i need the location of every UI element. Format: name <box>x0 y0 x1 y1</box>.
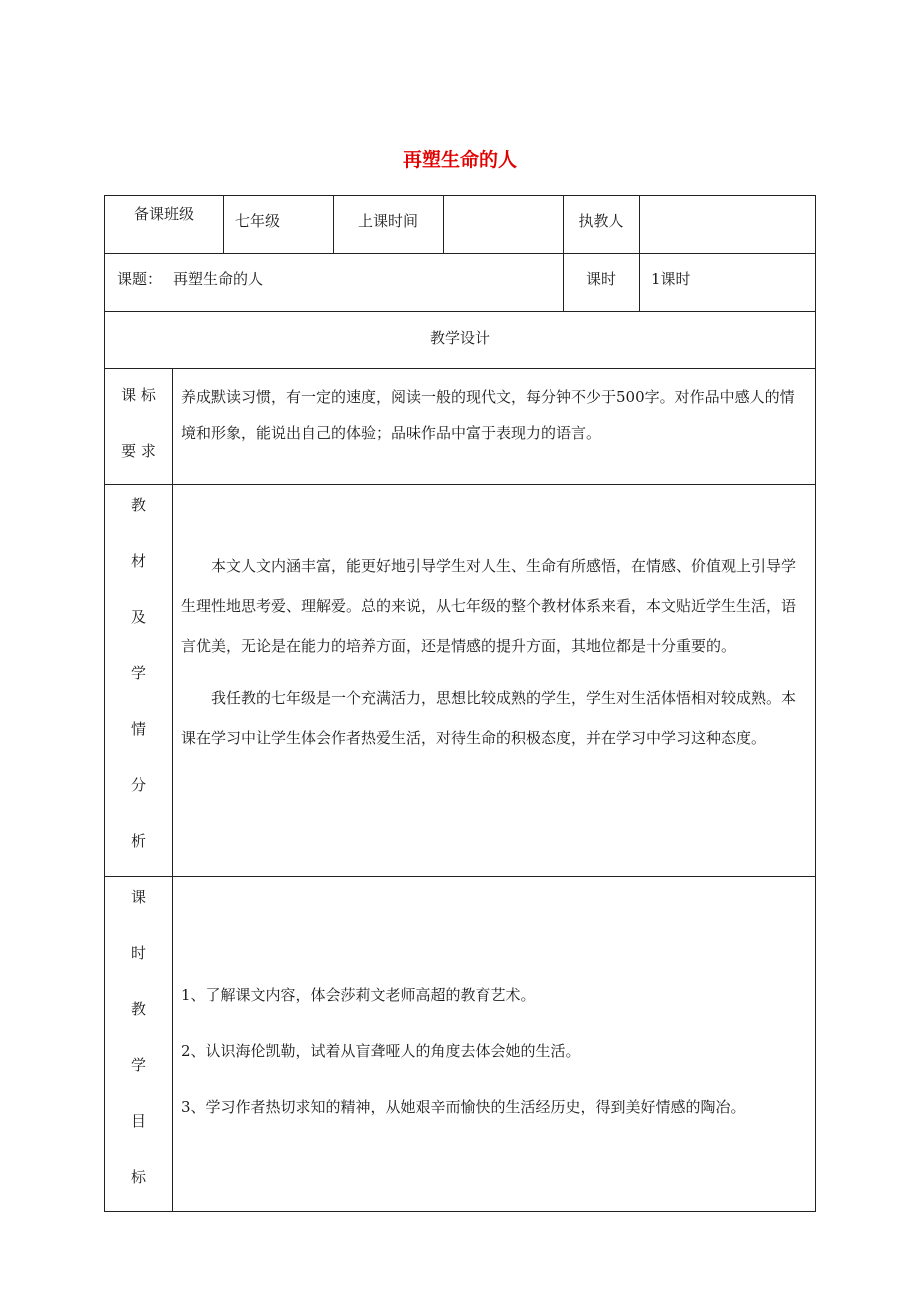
hours-value: 1课时 <box>651 270 691 288</box>
label-char: 教 <box>130 1000 146 1018</box>
label-char: 材 <box>130 552 146 570</box>
teacher-label: 执教人 <box>578 212 624 230</box>
analysis-paragraph-1: 本文人文内涵丰富，能更好地引导学生对人生、生命有所感悟，在情感、价值观上引导学生理性地思考爱、理解爱。总的来说，从七年级的整个教材体系来看，本文贴近学生生活，语言优美，无论是在能力的培养方面，还是情感的提升方面，其地位都是十分重要的。 <box>181 557 797 655</box>
label-char: 学 <box>130 664 146 682</box>
col-divider <box>639 253 640 311</box>
analysis-paragraph-2: 我任教的七年级是一个充满活力，思想比较成熟的学生，学生对生活体悟相对较成熟。本课在学习中让学生体会作者热爱生活，对待生命的积极态度，并在学习中学习这种态度。 <box>181 689 797 747</box>
label-char: 析 <box>130 832 146 850</box>
label-char: 及 <box>130 608 146 626</box>
row-divider <box>105 484 815 485</box>
label-char: 学 <box>130 1056 146 1074</box>
topic-label: 课题： <box>117 270 163 288</box>
objective-item: 2、认识海伦凯勒，试着从盲聋哑人的角度去体会她的生活。 <box>181 1042 581 1060</box>
objectives-list <box>181 967 809 1135</box>
row-divider <box>105 876 815 877</box>
class-value: 七年级 <box>235 212 281 230</box>
analysis-text <box>181 546 809 758</box>
design-heading: 教学设计 <box>429 329 490 347</box>
label-col-divider <box>172 368 173 1211</box>
time-label: 上课时间 <box>357 212 418 230</box>
row-divider <box>105 253 815 254</box>
label-char: 目 <box>130 1112 146 1130</box>
col-divider <box>223 196 224 253</box>
topic-value: 再塑生命的人 <box>173 270 264 288</box>
col-divider <box>639 196 640 253</box>
objective-item: 3、学习作者热切求知的精神，从她艰辛而愉快的生活经历史，得到美好情感的陶冶。 <box>181 1098 746 1116</box>
standards-paragraph: 养成默读习惯，有一定的速度，阅读一般的现代文，每分钟不少于500字。对作品中感人的情境和形象，能说出自己的体验；品味作品中富于表现力的语言。 <box>181 388 795 442</box>
label-char: 情 <box>130 720 146 738</box>
col-divider <box>443 196 444 253</box>
lesson-plan-table <box>104 195 816 1212</box>
label-char: 课 <box>130 888 146 906</box>
label-char: 标 <box>130 1168 146 1186</box>
standards-label-line2: 要 求 <box>121 442 156 460</box>
class-label: 备课班级 <box>133 205 194 223</box>
objective-item: 1、了解课文内容，体会莎莉文老师高超的教育艺术。 <box>181 986 536 1004</box>
label-char: 时 <box>130 944 146 962</box>
hours-label: 课时 <box>585 270 616 288</box>
document-title: 再塑生命的人 <box>402 149 517 171</box>
standards-label-line1: 课 标 <box>121 386 156 404</box>
row-divider <box>105 311 815 312</box>
standards-text <box>181 379 809 451</box>
label-char: 分 <box>130 776 146 794</box>
label-char: 教 <box>130 496 146 514</box>
row-divider <box>105 368 815 369</box>
